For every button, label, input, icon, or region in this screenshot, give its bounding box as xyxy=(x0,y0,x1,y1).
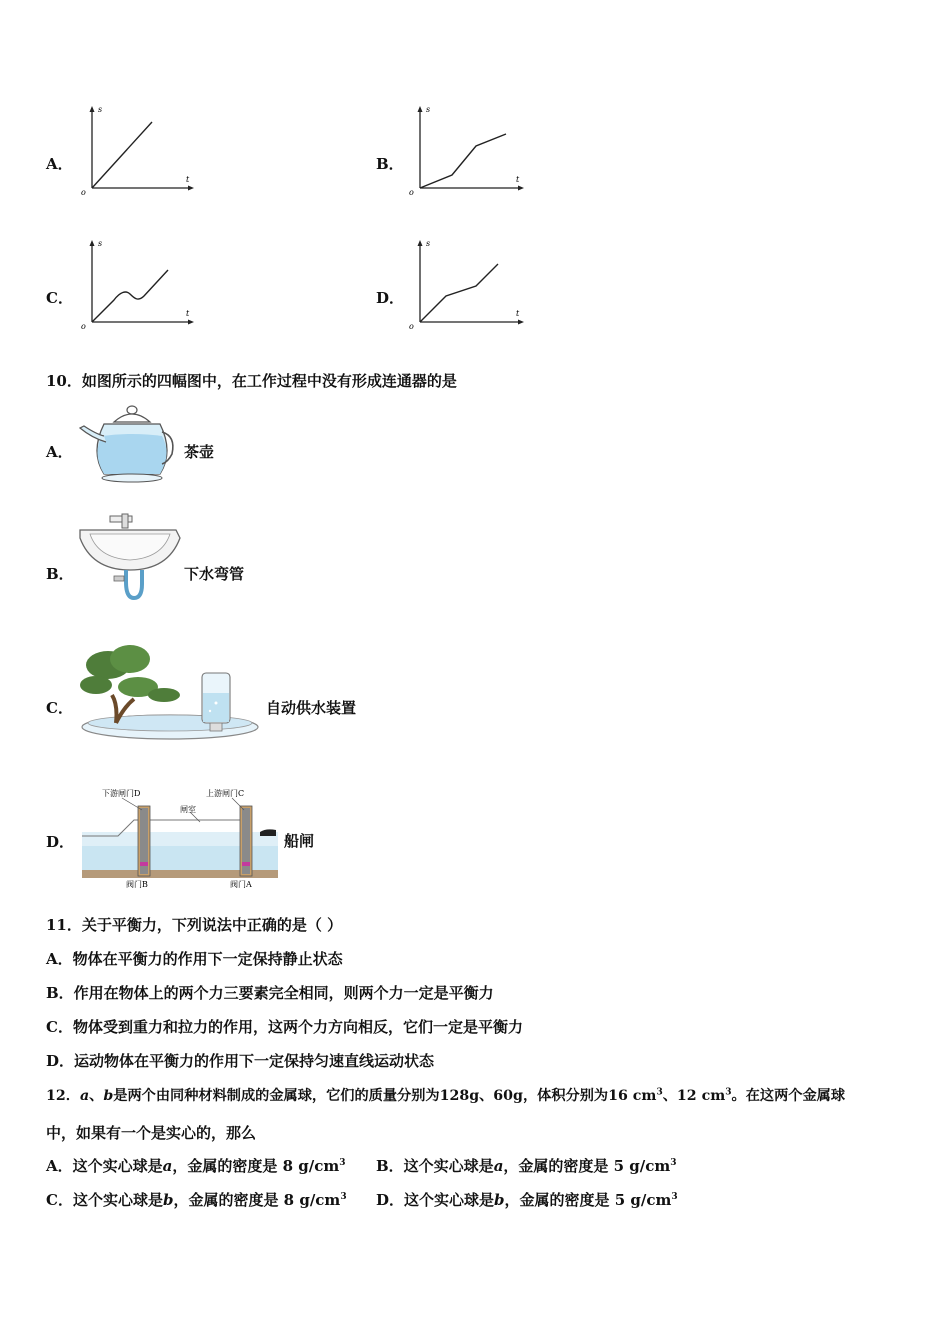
origin-a: o xyxy=(81,188,86,197)
axis-t-c: t xyxy=(186,309,190,318)
origin-b: o xyxy=(409,188,414,197)
q10-stem: 10．如图所示的四幅图中，在工作过程中没有形成连通器的是 xyxy=(46,372,457,390)
lock-label-valve-b: 阀门B xyxy=(126,880,148,889)
q10-option-a-label: A． xyxy=(46,443,73,461)
q12-sup2: 3 xyxy=(725,1087,732,1098)
lock-label-upstream: 上游闸门C xyxy=(206,789,245,798)
q11-option-c: C．物体受到重力和拉力的作用，这两个力方向相反，它们一定是平衡力 xyxy=(46,1018,523,1036)
lock-label-valve-a: 阀门A xyxy=(230,880,252,889)
q12-stem-end: 。在这两个金属球 xyxy=(731,1088,846,1104)
option-c-label: C． xyxy=(46,289,73,307)
option-b-label: B． xyxy=(376,155,404,173)
q10-option-d-caption: 船闸 xyxy=(284,832,315,850)
q12-stem-line1 xyxy=(46,1085,845,1105)
q12-option-c: C．这个实心球是b，金属的密度是 8 $g/cm^3$ xyxy=(46,1191,347,1209)
q12-sup1: 3 xyxy=(656,1087,663,1098)
q11-option-a: A．物体在平衡力的作用下一定保持静止状态 xyxy=(46,950,343,968)
q11-option-b: B．作用在物体上的两个力三要素完全相同，则两个力一定是平衡力 xyxy=(46,984,494,1002)
axis-s-d: s xyxy=(426,239,431,248)
q11-option-d: D．运动物体在平衡力的作用下一定保持匀速直线运动状态 xyxy=(46,1052,435,1070)
lock-label-chamber: 闸室 xyxy=(180,805,196,814)
axis-t-a: t xyxy=(186,175,190,184)
q12-option-a: A．这个实心球是a，金属的密度是 8 $g/cm^3$ xyxy=(46,1157,346,1175)
sink-image xyxy=(78,512,182,608)
ship-lock-image xyxy=(82,784,278,894)
plant-water-image xyxy=(78,643,262,747)
q12-stem-line2: 中，如果有一个是实心的，那么 xyxy=(46,1124,257,1142)
axis-s-b: s xyxy=(426,105,431,114)
q12-stem-mid: 、12 cm xyxy=(662,1088,726,1104)
option-d-label: D． xyxy=(376,289,405,307)
graph-b xyxy=(406,100,528,198)
axis-s-c: s xyxy=(98,239,103,248)
graph-c xyxy=(78,234,198,332)
axis-s-a: s xyxy=(98,105,103,114)
origin-d: o xyxy=(409,322,414,331)
q12-option-b: B．这个实心球是a，金属的密度是 5 $g/cm^3$ xyxy=(376,1157,677,1175)
q10-option-b-label: B． xyxy=(46,565,74,583)
q12-option-d: D．这个实心球是b，金属的密度是 5 $g/cm^3$ xyxy=(376,1191,678,1209)
q12-stem-rest: 是两个由同种材料制成的金属球，它们的质量分别为128g、60g，体积分别为16 cm xyxy=(113,1088,657,1104)
q10-option-d-label: D． xyxy=(46,833,75,851)
option-a-label: A． xyxy=(46,155,73,173)
q12-num: 12． xyxy=(46,1088,80,1104)
q12-sep: 、 xyxy=(89,1088,104,1104)
axis-t-d: t xyxy=(516,309,520,318)
teapot-image xyxy=(78,402,178,488)
q10-option-c-caption: 自动供水装置 xyxy=(266,699,357,717)
q12-var-a: a xyxy=(79,1088,90,1104)
lock-label-downstream: 下游闸门D xyxy=(102,789,141,798)
graph-d xyxy=(406,234,528,332)
q10-option-c-label: C． xyxy=(46,699,73,717)
q10-option-a-caption: 茶壶 xyxy=(184,443,215,461)
axis-t-b: t xyxy=(516,175,520,184)
q12-var-b: b xyxy=(103,1088,114,1104)
q11-stem: 11．关于平衡力，下列说法中正确的是（ ） xyxy=(46,916,343,934)
origin-c: o xyxy=(81,322,86,331)
graph-a xyxy=(78,100,198,198)
q10-option-b-caption-text: 下水弯管 xyxy=(184,565,245,583)
